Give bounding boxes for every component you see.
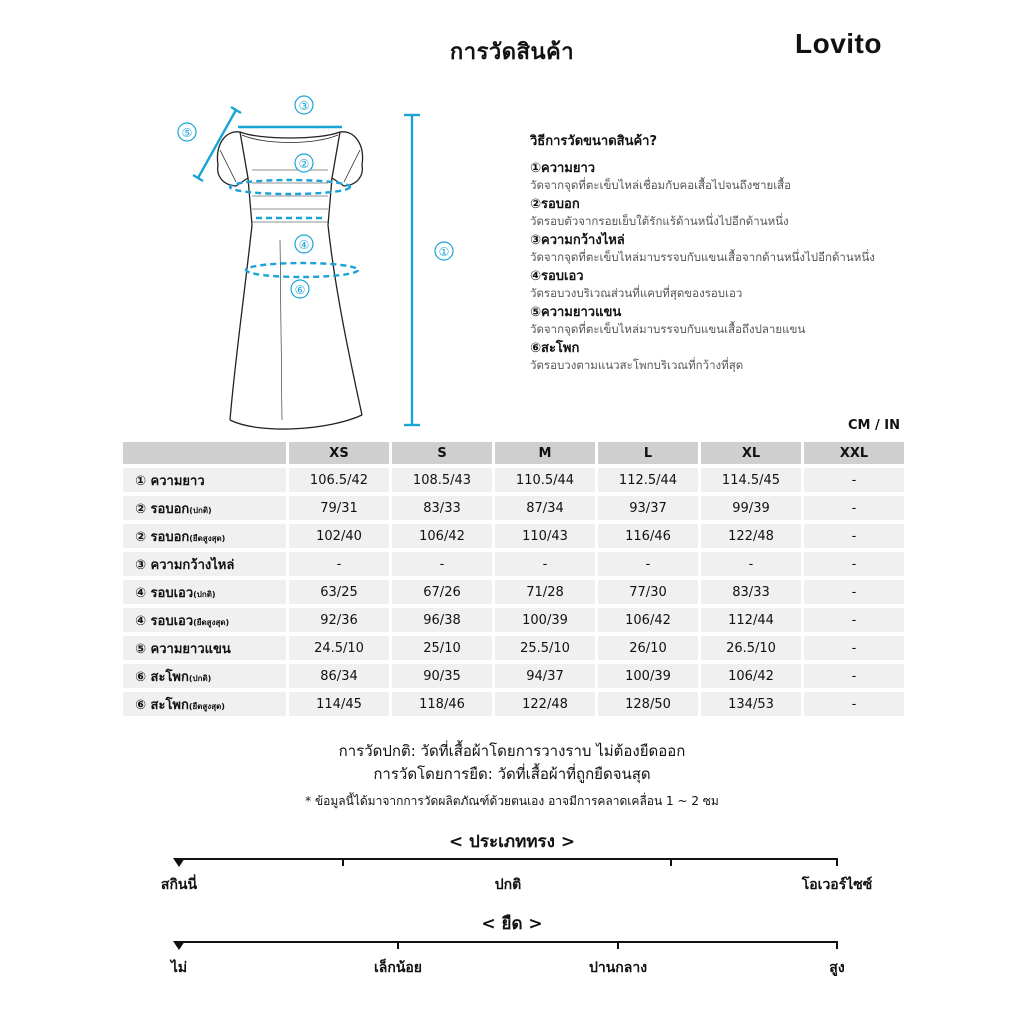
- table-cell: 86/34: [289, 664, 389, 688]
- row-label-main: ② รอบอก: [135, 501, 190, 517]
- row-label-main: ④ รอบเอว: [135, 613, 194, 629]
- row-label-sub: (ปกติ): [188, 673, 212, 683]
- table-row: [123, 580, 904, 604]
- table-cell: -: [804, 524, 904, 548]
- marker-bust: ②: [298, 157, 310, 171]
- howto-step-desc: วัดจากจุดที่ตะเข็บไหล่เชื่อมกับคอเสื้อไปจนถึงชายเสื้อ: [530, 178, 792, 192]
- table-cell: -: [804, 636, 904, 660]
- table-cell: 100/39: [598, 664, 698, 688]
- table-cell: 99/39: [701, 496, 801, 520]
- table-cell: 122/48: [701, 524, 801, 548]
- table-cell: 110.5/44: [495, 468, 595, 492]
- marker-shoulder: ③: [298, 99, 310, 113]
- howto-step-desc: วัดรอบวงบริเวณส่วนที่แคบที่สุดของรอบเอว: [530, 286, 743, 300]
- howto-step-desc: วัดจากจุดที่ตะเข็บไหล่มาบรรจบกับแขนเสื้อถึงปลายแขน: [530, 322, 806, 336]
- table-cell: 106/42: [701, 664, 801, 688]
- howto-step: [530, 304, 950, 337]
- fit-scale-line: [179, 858, 838, 860]
- row-label-main: ① ความยาว: [135, 473, 205, 489]
- stretch-label-slight: เล็กน้อย: [373, 960, 423, 976]
- table-cell: 25.5/10: [495, 636, 595, 660]
- table-row: [123, 524, 904, 548]
- table-row: [123, 692, 904, 716]
- table-cell: 63/25: [289, 580, 389, 604]
- table-cell: 77/30: [598, 580, 698, 604]
- row-label-main: ④ รอบเอว: [135, 585, 194, 601]
- row-label: [123, 468, 286, 492]
- howto-step-desc: วัดรอบตัวจากรอยเย็บใต้รักแร้ด้านหนึ่งไปอีกด้านหนึ่ง: [530, 214, 789, 228]
- howto-step-title: ③ความกว้างไหล่: [530, 233, 625, 248]
- table-cell: 90/35: [392, 664, 492, 688]
- table-cell: -: [804, 468, 904, 492]
- table-cell: 26.5/10: [701, 636, 801, 660]
- row-label-sub: (ปกติ): [189, 505, 212, 515]
- fit-scale-tick: [670, 858, 672, 866]
- table-row: [123, 636, 904, 660]
- dress-measurement-diagram: [170, 90, 470, 435]
- stretch-label-high: สูง: [829, 960, 845, 976]
- table-cell: 118/46: [392, 692, 492, 716]
- table-cell: -: [392, 552, 492, 576]
- fit-scale-tick: [342, 858, 344, 866]
- marker-hip: ⑥: [294, 283, 306, 297]
- table-cell: 114/45: [289, 692, 389, 716]
- howto-step-title: ②รอบอก: [530, 197, 580, 212]
- table-cell: 106.5/42: [289, 468, 389, 492]
- howto-step: [530, 268, 950, 301]
- table-cell: 108.5/43: [392, 468, 492, 492]
- size-header: XXL: [804, 442, 904, 464]
- stretch-scale-tick: [397, 941, 399, 949]
- size-header: S: [392, 442, 492, 464]
- table-row: [123, 608, 904, 632]
- table-corner: [123, 442, 286, 464]
- stretch-scale-title: < ยืด >: [481, 914, 543, 934]
- disclaimer-note: * ข้อมูลนี้ได้มาจากการวัดผลิตภัณฑ์ด้วยตนเอง อาจมีการคลาดเคลื่อน 1 ~ 2 ซม: [305, 794, 719, 808]
- fit-label-skinny: สกินนี่: [160, 877, 198, 893]
- table-cell: 110/43: [495, 524, 595, 548]
- marker-waist: ④: [298, 238, 310, 252]
- row-label: [123, 524, 286, 548]
- table-cell: 116/46: [598, 524, 698, 548]
- stretch-measure-note: การวัดโดยการยืด: วัดที่เสื้อผ้าที่ถูกยืดจนสุด: [373, 765, 651, 783]
- table-cell: 134/53: [701, 692, 801, 716]
- stretch-scale-line: [179, 941, 838, 943]
- stretch-scale-tick: [617, 941, 619, 949]
- row-label-main: ③ ความกว้างไหล่: [135, 557, 235, 573]
- row-label-main: ⑥ สะโพก: [135, 669, 189, 685]
- row-label: [123, 664, 286, 688]
- stretch-label-none: ไม่: [170, 960, 188, 976]
- table-cell: 87/34: [495, 496, 595, 520]
- stretch-scale-tick: [836, 941, 838, 949]
- table-cell: -: [701, 552, 801, 576]
- size-header: L: [598, 442, 698, 464]
- table-cell: -: [804, 608, 904, 632]
- table-cell: 79/31: [289, 496, 389, 520]
- table-cell: 112.5/44: [598, 468, 698, 492]
- table-cell: 122/48: [495, 692, 595, 716]
- row-label-sub: (ยืดสูงสุด): [189, 533, 226, 543]
- row-label: [123, 496, 286, 520]
- fit-scale-tick: [836, 858, 838, 866]
- table-cell: 93/37: [598, 496, 698, 520]
- table-cell: 71/28: [495, 580, 595, 604]
- howto-step-title: ①ความยาว: [530, 161, 596, 176]
- table-cell: 106/42: [598, 608, 698, 632]
- stretch-label-medium: ปานกลาง: [588, 960, 648, 976]
- row-label-sub: (ยืดสูงสุด): [188, 701, 225, 711]
- unit-label: CM / IN: [848, 418, 900, 433]
- howto-step: [530, 196, 950, 229]
- table-cell: -: [804, 580, 904, 604]
- table-row: [123, 468, 904, 492]
- row-label: [123, 552, 286, 576]
- size-header: XL: [701, 442, 801, 464]
- table-row: [123, 664, 904, 688]
- row-label-main: ⑤ ความยาวแขน: [135, 641, 231, 657]
- howto-step-title: ⑥สะโพก: [530, 341, 580, 356]
- table-cell: -: [289, 552, 389, 576]
- fit-scale-title: < ประเภททรง >: [448, 832, 576, 852]
- table-cell: 112/44: [701, 608, 801, 632]
- row-label-sub: (ยืดสูงสุด): [193, 617, 230, 627]
- table-cell: 100/39: [495, 608, 595, 632]
- howto-step-title: ④รอบเอว: [530, 269, 584, 284]
- table-row: [123, 496, 904, 520]
- howto-step-desc: วัดรอบวงตามแนวสะโพกบริเวณที่กว้างที่สุด: [530, 358, 744, 372]
- table-cell: -: [804, 496, 904, 520]
- how-to-title: วิธีการวัดขนาดสินค้า?: [530, 134, 658, 149]
- table-cell: 106/42: [392, 524, 492, 548]
- table-cell: 102/40: [289, 524, 389, 548]
- howto-step: [530, 160, 950, 193]
- how-to-measure: [530, 130, 950, 376]
- howto-step: [530, 340, 950, 373]
- brand-logo: Lovito: [795, 28, 882, 59]
- table-cell: 25/10: [392, 636, 492, 660]
- row-label-main: ② รอบอก: [135, 529, 190, 545]
- size-header: XS: [289, 442, 389, 464]
- page-title: การวัดสินค้า: [449, 40, 575, 65]
- row-label-sub: (ปกติ): [193, 589, 216, 599]
- table-cell: 67/26: [392, 580, 492, 604]
- table-cell: -: [804, 552, 904, 576]
- dress-outline: [217, 132, 362, 429]
- row-label: [123, 636, 286, 660]
- row-label-main: ⑥ สะโพก: [135, 697, 189, 713]
- normal-measure-note: การวัดปกติ: วัดที่เสื้อผ้าโดยการวางราบ ไม่ต้องยืดออก: [338, 742, 686, 760]
- howto-step-desc: วัดจากจุดที่ตะเข็บไหล่มาบรรจบกับแขนเสื้อจากด้านหนึ่งไปอีกด้านหนึ่ง: [530, 250, 875, 264]
- size-header: M: [495, 442, 595, 464]
- table-cell: 96/38: [392, 608, 492, 632]
- table-cell: -: [804, 664, 904, 688]
- table-cell: 94/37: [495, 664, 595, 688]
- howto-step: [530, 232, 950, 265]
- table-cell: -: [598, 552, 698, 576]
- howto-step-title: ⑤ความยาวแขน: [530, 305, 622, 320]
- table-cell: -: [804, 692, 904, 716]
- table-cell: 128/50: [598, 692, 698, 716]
- fit-scale-marker: [173, 858, 185, 867]
- fit-label-oversize: โอเวอร์ไซซ์: [801, 877, 873, 893]
- table-cell: 83/33: [701, 580, 801, 604]
- table-cell: 83/33: [392, 496, 492, 520]
- measurement-notes: [0, 740, 1024, 786]
- table-row: [123, 552, 904, 576]
- marker-sleeve: ⑤: [181, 126, 193, 140]
- row-label: [123, 692, 286, 716]
- row-label: [123, 580, 286, 604]
- table-cell: 92/36: [289, 608, 389, 632]
- table-cell: -: [495, 552, 595, 576]
- table-cell: 24.5/10: [289, 636, 389, 660]
- fit-label-normal: ปกติ: [494, 877, 522, 893]
- marker-length: ①: [438, 245, 450, 259]
- table-cell: 114.5/45: [701, 468, 801, 492]
- size-table: [120, 438, 907, 720]
- marker-labels: [182, 99, 450, 297]
- stretch-scale-marker: [173, 941, 185, 950]
- row-label: [123, 608, 286, 632]
- table-cell: 26/10: [598, 636, 698, 660]
